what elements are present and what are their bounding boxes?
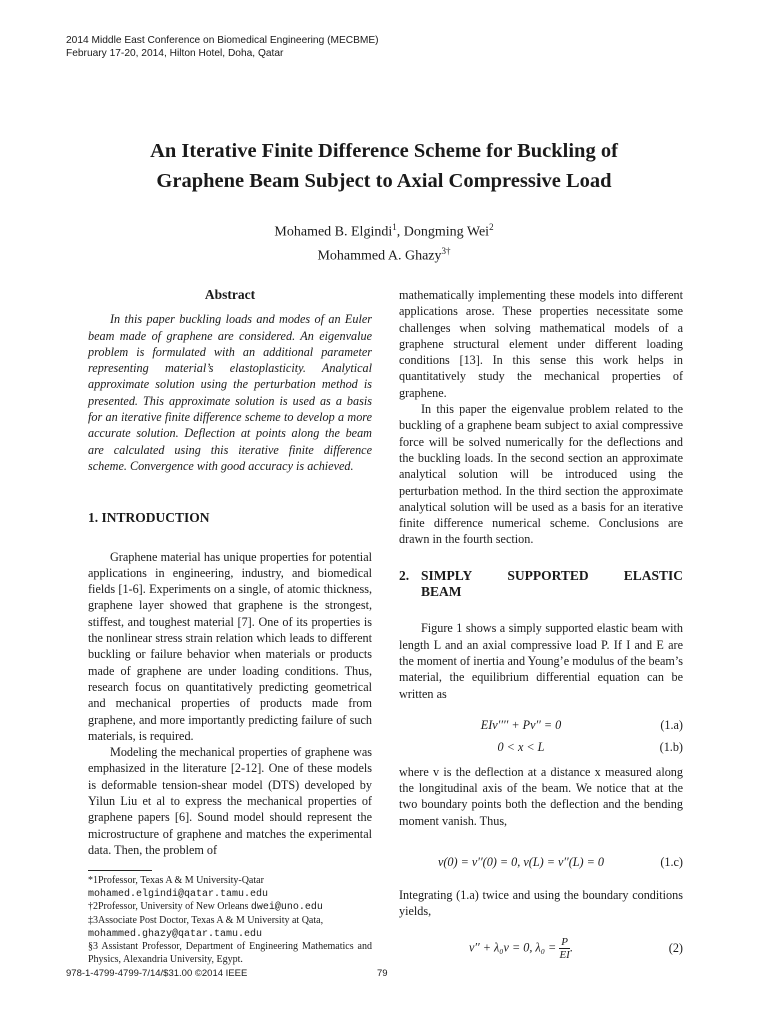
equation-1b-formula: 0 < x < L (497, 739, 545, 754)
equation-2-left: v′′ + λ₀v = 0, λ₀ = (468, 940, 557, 955)
section-2-paragraph-3: Integrating (1.a) twice and using the boundary conditions yields, (399, 888, 683, 919)
section-2-number: 2. (399, 567, 410, 583)
intro-heading: 1. INTRODUCTION (88, 510, 210, 526)
equation-1c-number: (1.c) (660, 854, 683, 869)
author-1-mark: 1 (392, 222, 397, 232)
author-3-mark: 3† (441, 245, 451, 256)
footnote-1 (88, 875, 372, 901)
equation-2-tail: . (570, 940, 574, 955)
equation-2-number: (2) (668, 941, 683, 956)
intro-paragraph-3: mathematically implementing these models into different applications arose. These properties necessitate some challenges when solving mathematical models of a graphene structural element under different loading conditions [13]. In this sense this work helps in quantitatively study the mechanical properties of graphene. (399, 288, 683, 400)
footnote-2-affiliation: †2Professor, University of New Orleans (88, 901, 249, 913)
equation-1b-number: (1.b) (659, 739, 683, 754)
author-list (60, 218, 708, 265)
equation-1b (399, 736, 683, 758)
left-column (88, 287, 372, 966)
equation-2-denominator: EI (559, 949, 570, 962)
footnote-1-email[interactable]: mohamed.elgindi@qatar.tamu.edu (88, 888, 269, 900)
equation-2-formula (399, 936, 643, 961)
footnote-rule (88, 870, 152, 871)
author-1: Mohamed B. Elgindi (274, 224, 393, 240)
author-separator: , (396, 224, 404, 240)
intro-paragraph-2: Modeling the mechanical properties of graphene was emphasized in the literature [2-12]. One of these models is deformable tension-shear model (DTS) developed by Yilun Liu et al to express the mechanical properties of graphene papers [6]. Sound model should represent the microstructure of graphene and matches the experimental data. Then, the problem of (88, 745, 372, 857)
paper-title (60, 136, 708, 196)
section-2-paragraph-2: where v is the deflection at a distance x measured along the longitudinal axis of the beam. We notice that at the two boundary points both the deflection and the bending moment vanish. Thus, (399, 764, 683, 828)
author-3: Mohammed A. Ghazy (317, 248, 442, 264)
footnote-3-email[interactable]: mohammed.ghazy@qatar.tamu.edu (88, 928, 263, 940)
section-2-word-3: ELASTIC (623, 567, 683, 583)
abstract-heading: Abstract (204, 287, 256, 302)
equation-2-fraction (559, 936, 570, 961)
page-number: 79 (377, 968, 388, 979)
footnote-1-affiliation: *1Professor, Texas A & M University-Qatar (88, 875, 264, 887)
footnote-3-affiliation: ‡3Associate Post Doctor, Texas A & M University at Qata, (88, 914, 324, 926)
conference-line-2: February 17-20, 2014, Hilton Hotel, Doha, Qatar (66, 48, 284, 59)
equation-2-numerator: P (561, 936, 568, 949)
intro-paragraph-1: Graphene material has unique properties for potential applications in engineering, industry, and biomedical fields [1-6]. Experiments on a single, of atomic thickness, graphene layer showed that graphene is the strongest, stiffest, and toughest material [7]. One of its properties is the nonlinear stress strain relation which leads to different buckling or failure behavior when materials or products made of graphene are under loading conditions. Thus, research focus on quantitatively predicting geometrical and mechanical properties of products made from graphene, and more importantly predicting failure of such materials, is required. (88, 549, 372, 743)
author-2: Dongming Wei (403, 224, 490, 240)
abstract-text: In this paper buckling loads and modes of an Euler beam made of graphene are considered. An eigenvalue problem is formulated with an additional parameter representing material’s elastoplasticity. Analytical approximate solution using the perturbation method is presented. This approximate solution is used as a basis for an iterative finite difference scheme to develop a more accurate solution. Deflection at points along the beam are calculated using this iterative finite difference scheme. Convergence with good accuracy is achieved. (88, 312, 372, 473)
section-2-word-2: SUPPORTED (507, 567, 589, 583)
footnote-2-email[interactable]: dwei@uno.edu (250, 902, 323, 914)
footnote-4: §3 Assistant Professor, Department of Engineering Mathematics and Physics, Alexandria University, Egypt. (88, 941, 372, 965)
equation-2 (399, 934, 683, 964)
footnote-2 (88, 901, 372, 915)
title-line-1: An Iterative Finite Difference Scheme for Buckling of (150, 140, 618, 162)
conference-line-1: 2014 Middle East Conference on Biomedical Engineering (MECBME) (66, 35, 379, 46)
equation-1c-formula: v(0) = v′′(0) = 0, v(L) = v′′(L) = 0 (437, 854, 605, 869)
section-2-heading (399, 568, 683, 601)
intro-paragraph-4: In this paper the eigenvalue problem related to the buckling of a graphene beam subject to axial compressive force will be solved numerically for the deflections and the buckling loads. In the second section an approximate analytical solution will be introduced using the perturbation method. In the third section the approximate analytical solution will be used as a basis for an iterative finite difference numerical scheme. Conclusions are drawn in the fourth section. (399, 402, 683, 547)
conference-header (66, 34, 379, 60)
equation-1c (399, 851, 683, 873)
equation-1a (399, 714, 683, 736)
equation-1a-number: (1.a) (660, 717, 683, 732)
footnote-3 (88, 915, 372, 941)
right-column (399, 287, 683, 964)
section-2-paragraph-1: Figure 1 shows a simply supported elastic beam with length L and an axial compressive load P. If I and E are the moment of inertia and Young’e modulus of the beam’s material, the equilibrium differential equation can be written as (399, 621, 683, 701)
footer-isbn: 978-1-4799-4799-7/14/$31.00 ©2014 IEEE (66, 968, 248, 979)
author-2-mark: 2 (489, 222, 494, 232)
section-2-word-1: SIMPLY (421, 567, 473, 583)
equation-1a-formula: EIv′′′′ + Pv′′ = 0 (480, 717, 562, 732)
title-line-2: Graphene Beam Subject to Axial Compressive Load (156, 170, 612, 192)
section-2-word-4: BEAM (421, 584, 462, 600)
